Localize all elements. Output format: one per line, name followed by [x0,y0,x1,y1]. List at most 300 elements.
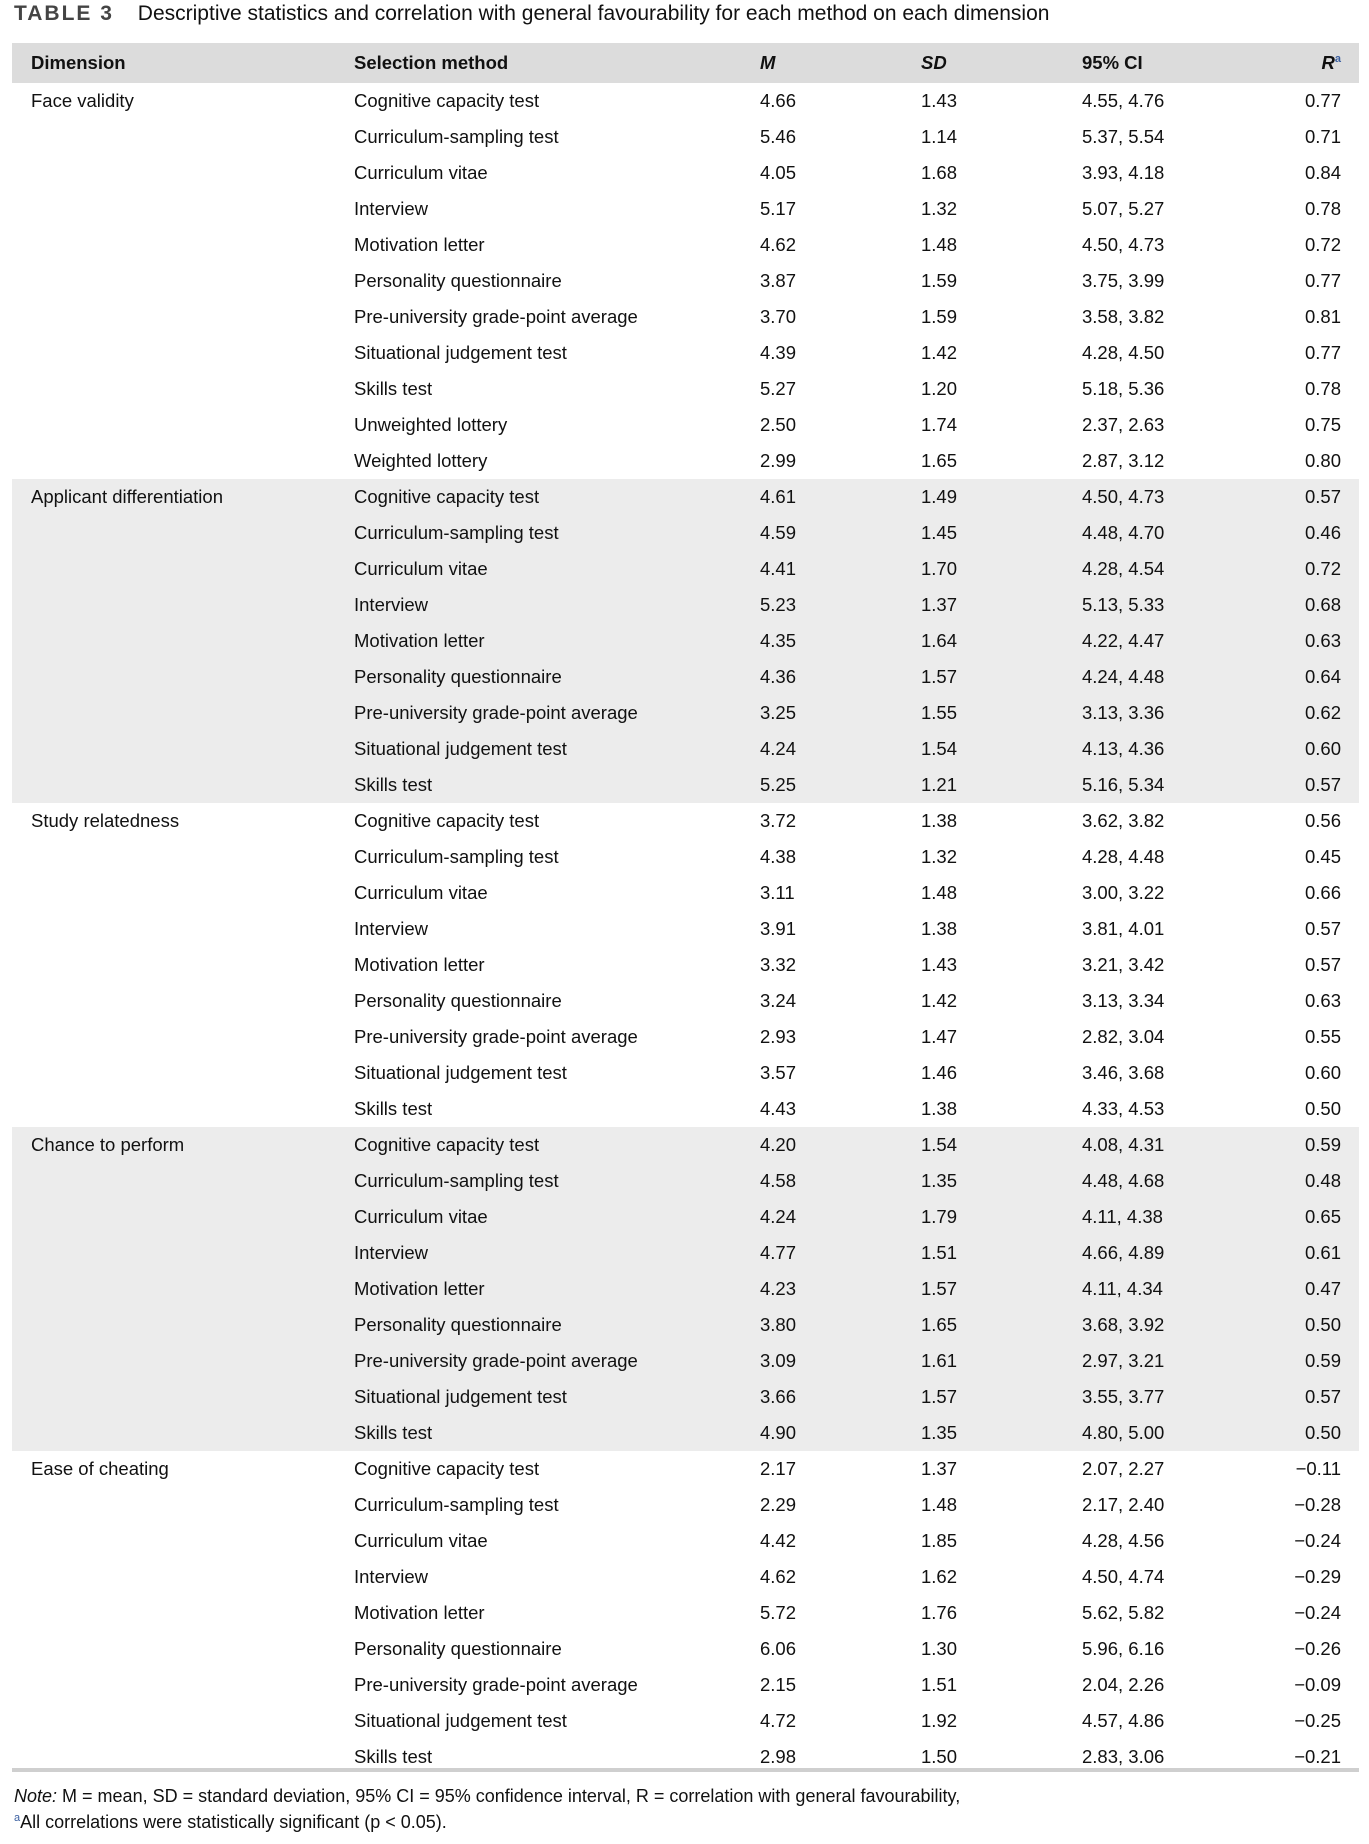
method-cell: Personality questionnaire [354,990,562,1011]
dimension-cell [12,299,354,335]
r-cell: 0.48 [1304,1170,1341,1191]
method-cell: Interview [354,594,429,615]
dimension-cell [12,443,354,479]
r-cell: −0.24 [1294,1602,1341,1623]
dimension-cell [12,155,354,191]
dimension-cell [12,947,354,983]
sd-cell: 1.48 [921,234,958,255]
method-cell: Pre-university grade-point average [354,1674,638,1695]
mean-cell: 4.62 [760,1566,797,1587]
r-cell: 0.47 [1304,1278,1341,1299]
table-footnote [14,1812,447,1833]
sd-cell: 1.59 [921,270,958,291]
mean-cell: 4.72 [760,1710,797,1731]
mean-cell: 2.17 [760,1458,797,1479]
header-m: M [760,52,776,73]
method-cell: Interview [354,198,429,219]
r-cell: −0.24 [1294,1530,1341,1551]
mean-cell: 4.24 [760,738,797,759]
r-cell: 0.61 [1304,1242,1341,1263]
method-cell: Curriculum-sampling test [354,1494,559,1515]
r-cell: 0.72 [1304,234,1341,255]
mean-cell: 6.06 [760,1638,797,1659]
r-cell: 0.66 [1304,882,1341,903]
sd-cell: 1.42 [921,990,958,1011]
table-row [12,191,1359,227]
ci-cell: 3.13, 3.34 [1082,990,1165,1011]
mean-cell: 5.17 [760,198,797,219]
ci-cell: 3.75, 3.99 [1082,270,1165,291]
table-header-row [12,43,1359,83]
r-cell: 0.64 [1304,666,1341,687]
header-ci: 95% CI [1082,52,1143,73]
dimension-cell: Applicant differentiation [31,486,223,507]
ci-cell: 4.33, 4.53 [1082,1098,1165,1119]
mean-cell: 4.66 [760,90,797,111]
dimension-cell [12,1307,354,1343]
table-row [12,1379,1359,1415]
mean-cell: 4.23 [760,1278,797,1299]
method-cell: Curriculum vitae [354,558,488,579]
table-row [12,1451,1359,1487]
ci-cell: 5.13, 5.33 [1082,594,1165,615]
sd-cell: 1.85 [921,1530,958,1551]
ci-cell: 4.28, 4.50 [1082,342,1165,363]
r-cell: 0.45 [1304,846,1341,867]
dimension-cell [12,335,354,371]
method-cell: Interview [354,1566,429,1587]
mean-cell: 4.20 [760,1134,797,1155]
dimension-cell [12,1271,354,1307]
r-cell: −0.28 [1294,1494,1341,1515]
r-cell: 0.59 [1304,1350,1341,1371]
sd-cell: 1.68 [921,162,958,183]
table-caption [14,2,1049,26]
ci-cell: 3.21, 3.42 [1082,954,1165,975]
method-cell: Motivation letter [354,1278,485,1299]
r-cell: 0.77 [1304,342,1341,363]
table-row [12,1271,1359,1307]
r-cell: −0.21 [1294,1746,1341,1767]
r-cell: 0.57 [1304,486,1341,507]
mean-cell: 4.39 [760,342,797,363]
r-cell: 0.68 [1304,594,1341,615]
method-cell: Situational judgement test [354,738,567,759]
r-cell: 0.60 [1304,738,1341,759]
ci-cell: 5.62, 5.82 [1082,1602,1165,1623]
table-note [14,1786,960,1807]
mean-cell: 3.25 [760,702,797,723]
dimension-cell [12,551,354,587]
ci-cell: 5.07, 5.27 [1082,198,1165,219]
mean-cell: 3.57 [760,1062,797,1083]
r-cell: −0.29 [1294,1566,1341,1587]
sd-cell: 1.38 [921,918,958,939]
mean-cell: 3.80 [760,1314,797,1335]
sd-cell: 1.54 [921,738,958,759]
sd-cell: 1.38 [921,810,958,831]
table-row [12,1019,1359,1055]
footnote-text: All correlations were statistically significant (p < 0.05). [20,1812,447,1832]
dimension-cell: Chance to perform [31,1134,185,1155]
header-method: Selection method [354,52,509,73]
mean-cell: 2.93 [760,1026,797,1047]
r-cell: 0.55 [1304,1026,1341,1047]
sd-cell: 1.20 [921,378,958,399]
r-cell: 0.63 [1304,630,1341,651]
mean-cell: 4.62 [760,234,797,255]
dimension-cell [12,1559,354,1595]
footnote-mark: a [14,1812,21,1824]
dimension-cell [12,587,354,623]
mean-cell: 4.38 [760,846,797,867]
mean-cell: 3.70 [760,306,797,327]
table-row [12,1163,1359,1199]
table-row [12,1667,1359,1703]
method-cell: Skills test [354,1098,433,1119]
ci-cell: 3.68, 3.92 [1082,1314,1165,1335]
r-cell: 0.50 [1304,1098,1341,1119]
table-row [12,551,1359,587]
dimension-cell [12,731,354,767]
header-r-label: R [1321,52,1335,73]
header-r [1282,43,1359,83]
method-cell: Personality questionnaire [354,270,562,291]
table-row [12,1415,1359,1451]
sd-cell: 1.76 [921,1602,958,1623]
sd-cell: 1.35 [921,1170,958,1191]
sd-cell: 1.14 [921,126,958,147]
dimension-cell [12,515,354,551]
method-cell: Skills test [354,1422,433,1443]
r-cell: 0.78 [1304,378,1341,399]
dimension-cell: Ease of cheating [31,1458,169,1479]
sd-cell: 1.43 [921,954,958,975]
mean-cell: 4.36 [760,666,797,687]
r-cell: 0.81 [1304,306,1341,327]
ci-cell: 4.80, 5.00 [1082,1422,1165,1443]
sd-cell: 1.50 [921,1746,958,1767]
method-cell: Personality questionnaire [354,1638,562,1659]
dimension-cell [12,659,354,695]
sd-cell: 1.38 [921,1098,958,1119]
sd-cell: 1.54 [921,1134,958,1155]
sd-cell: 1.37 [921,594,958,615]
ci-cell: 2.17, 2.40 [1082,1494,1165,1515]
table-row [12,695,1359,731]
mean-cell: 2.99 [760,450,797,471]
sd-cell: 1.48 [921,882,958,903]
table-row [12,1559,1359,1595]
table-row [12,1487,1359,1523]
sd-cell: 1.49 [921,486,958,507]
mean-cell: 4.43 [760,1098,797,1119]
dimension-cell [12,1235,354,1271]
ci-cell: 4.11, 4.34 [1082,1278,1163,1299]
table-row [12,983,1359,1019]
mean-cell: 4.61 [760,486,797,507]
mean-cell: 3.66 [760,1386,797,1407]
sd-cell: 1.64 [921,630,958,651]
ci-cell: 2.07, 2.27 [1082,1458,1165,1479]
dimension-cell [12,1055,354,1091]
method-cell: Curriculum vitae [354,162,488,183]
mean-cell: 4.59 [760,522,797,543]
method-cell: Personality questionnaire [354,666,562,687]
table-row [12,515,1359,551]
sd-cell: 1.30 [921,1638,958,1659]
ci-cell: 4.55, 4.76 [1082,90,1165,111]
table-row [12,335,1359,371]
ci-cell: 3.00, 3.22 [1082,882,1165,903]
mean-cell: 4.58 [760,1170,797,1191]
ci-cell: 2.82, 3.04 [1082,1026,1165,1047]
method-cell: Motivation letter [354,954,485,975]
ci-cell: 5.18, 5.36 [1082,378,1165,399]
ci-cell: 3.58, 3.82 [1082,306,1165,327]
method-cell: Interview [354,918,429,939]
r-cell: 0.72 [1304,558,1341,579]
mean-cell: 4.05 [760,162,797,183]
r-cell: 0.57 [1304,774,1341,795]
sd-cell: 1.46 [921,1062,958,1083]
mean-cell: 2.29 [760,1494,797,1515]
method-cell: Curriculum vitae [354,1530,488,1551]
dimension-cell [12,1667,354,1703]
method-cell: Cognitive capacity test [354,90,540,111]
ci-cell: 4.08, 4.31 [1082,1134,1165,1155]
dimension-cell [12,983,354,1019]
mean-cell: 3.24 [760,990,797,1011]
sd-cell: 1.43 [921,90,958,111]
table-row [12,839,1359,875]
table-label: TABLE 3 [14,2,114,25]
dimension-cell [12,1415,354,1451]
sd-cell: 1.62 [921,1566,958,1587]
ci-cell: 4.28, 4.54 [1082,558,1165,579]
mean-cell: 4.41 [760,558,797,579]
method-cell: Interview [354,1242,429,1263]
sd-cell: 1.79 [921,1206,958,1227]
sd-cell: 1.35 [921,1422,958,1443]
mean-cell: 5.27 [760,378,797,399]
r-cell: −0.26 [1294,1638,1341,1659]
table-row [12,371,1359,407]
ci-cell: 2.87, 3.12 [1082,450,1165,471]
sd-cell: 1.51 [921,1674,958,1695]
method-cell: Pre-university grade-point average [354,306,638,327]
ci-cell: 4.50, 4.73 [1082,234,1165,255]
method-cell: Cognitive capacity test [354,486,540,507]
r-cell: 0.78 [1304,198,1341,219]
dimension-cell [12,1703,354,1739]
ci-cell: 2.37, 2.63 [1082,414,1165,435]
sd-cell: 1.55 [921,702,958,723]
sd-cell: 1.32 [921,198,958,219]
statistics-table [12,43,1359,1775]
mean-cell: 4.42 [760,1530,797,1551]
method-cell: Cognitive capacity test [354,1134,540,1155]
dimension-cell [12,1379,354,1415]
r-cell: 0.50 [1304,1422,1341,1443]
table-row [12,659,1359,695]
sd-cell: 1.37 [921,1458,958,1479]
mean-cell: 3.11 [760,882,795,903]
ci-cell: 4.22, 4.47 [1082,630,1165,651]
ci-cell: 3.13, 3.36 [1082,702,1165,723]
r-cell: 0.77 [1304,90,1341,111]
ci-cell: 2.97, 3.21 [1082,1350,1165,1371]
r-cell: 0.62 [1304,702,1341,723]
method-cell: Unweighted lottery [354,414,508,435]
table-body [12,83,1359,1775]
r-cell: 0.59 [1304,1134,1341,1155]
r-cell: 0.75 [1304,414,1341,435]
dimension-cell [12,191,354,227]
method-cell: Cognitive capacity test [354,1458,540,1479]
method-cell: Pre-university grade-point average [354,1350,638,1371]
table-row [12,1199,1359,1235]
mean-cell: 5.25 [760,774,797,795]
dimension-cell [12,623,354,659]
mean-cell: 2.98 [760,1746,797,1767]
table-row [12,1523,1359,1559]
r-cell: 0.60 [1304,1062,1341,1083]
sd-cell: 1.47 [921,1026,958,1047]
table-row [12,623,1359,659]
ci-cell: 4.57, 4.86 [1082,1710,1165,1731]
dimension-cell [12,911,354,947]
table-row [12,1595,1359,1631]
dimension-cell [12,227,354,263]
method-cell: Curriculum-sampling test [354,126,559,147]
sd-cell: 1.92 [921,1710,958,1731]
ci-cell: 5.96, 6.16 [1082,1638,1165,1659]
table-row [12,119,1359,155]
mean-cell: 3.72 [760,810,797,831]
dimension-cell [12,695,354,731]
sd-cell: 1.21 [921,774,958,795]
table-row [12,83,1359,119]
table-row [12,803,1359,839]
header-r-footnote-mark: a [1334,52,1341,65]
table-row [12,443,1359,479]
sd-cell: 1.61 [921,1350,958,1371]
r-cell: 0.84 [1304,162,1341,183]
dimension-cell [12,767,354,803]
table-row [12,1235,1359,1271]
dimension-cell [12,875,354,911]
dimension-cell [12,1163,354,1199]
r-cell: 0.71 [1304,126,1341,147]
table-title: Descriptive statistics and correlation with general favourability for each method on each dimension [137,2,1050,25]
ci-cell: 4.48, 4.68 [1082,1170,1165,1191]
mean-cell: 4.77 [760,1242,797,1263]
r-cell: 0.57 [1304,918,1341,939]
table-row [12,1055,1359,1091]
table-row [12,911,1359,947]
sd-cell: 1.42 [921,342,958,363]
sd-cell: 1.57 [921,1278,958,1299]
r-cell: 0.57 [1304,1386,1341,1407]
sd-cell: 1.57 [921,1386,958,1407]
table-row [12,875,1359,911]
table-row [12,1343,1359,1379]
ci-cell: 2.04, 2.26 [1082,1674,1165,1695]
table-row [12,767,1359,803]
ci-cell: 5.16, 5.34 [1082,774,1165,795]
method-cell: Situational judgement test [354,1710,567,1731]
ci-cell: 4.28, 4.56 [1082,1530,1165,1551]
mean-cell: 5.72 [760,1602,797,1623]
r-cell: 0.57 [1304,954,1341,975]
dimension-cell [12,1631,354,1667]
ci-cell: 4.11, 4.38 [1082,1206,1163,1227]
note-prefix: Note: [14,1786,58,1806]
table-row [12,407,1359,443]
table-row [12,1307,1359,1343]
ci-cell: 3.55, 3.77 [1082,1386,1165,1407]
dimension-cell: Face validity [31,90,134,111]
ci-cell: 4.48, 4.70 [1082,522,1165,543]
table-row [12,1127,1359,1163]
table-row [12,731,1359,767]
ci-cell: 4.50, 4.73 [1082,486,1165,507]
table-row [12,1703,1359,1739]
sd-cell: 1.70 [921,558,958,579]
dimension-cell [12,371,354,407]
ci-cell: 3.81, 4.01 [1082,918,1165,939]
ci-cell: 3.93, 4.18 [1082,162,1165,183]
method-cell: Motivation letter [354,234,485,255]
ci-cell: 5.37, 5.54 [1082,126,1165,147]
r-cell: −0.11 [1295,1458,1341,1479]
method-cell: Cognitive capacity test [354,810,540,831]
dimension-cell [12,1523,354,1559]
method-cell: Situational judgement test [354,1386,567,1407]
method-cell: Curriculum-sampling test [354,846,559,867]
mean-cell: 3.09 [760,1350,797,1371]
mean-cell: 5.23 [760,594,797,615]
mean-cell: 2.50 [760,414,797,435]
method-cell: Curriculum-sampling test [354,522,559,543]
ci-cell: 3.46, 3.68 [1082,1062,1165,1083]
r-cell: −0.09 [1294,1674,1341,1695]
method-cell: Skills test [354,774,433,795]
table-row [12,1631,1359,1667]
table-row [12,947,1359,983]
method-cell: Situational judgement test [354,1062,567,1083]
table-row [12,299,1359,335]
method-cell: Curriculum-sampling test [354,1170,559,1191]
r-cell: 0.50 [1304,1314,1341,1335]
ci-cell: 4.66, 4.89 [1082,1242,1165,1263]
sd-cell: 1.45 [921,522,958,543]
method-cell: Curriculum vitae [354,1206,488,1227]
mean-cell: 2.15 [760,1674,797,1695]
table-bottom-rule [12,1768,1359,1772]
r-cell: −0.25 [1294,1710,1341,1731]
table-row [12,479,1359,515]
dimension-cell [12,1487,354,1523]
sd-cell: 1.59 [921,306,958,327]
table-row [12,155,1359,191]
method-cell: Situational judgement test [354,342,567,363]
sd-cell: 1.48 [921,1494,958,1515]
method-cell: Pre-university grade-point average [354,1026,638,1047]
ci-cell: 4.24, 4.48 [1082,666,1165,687]
sd-cell: 1.74 [921,414,958,435]
